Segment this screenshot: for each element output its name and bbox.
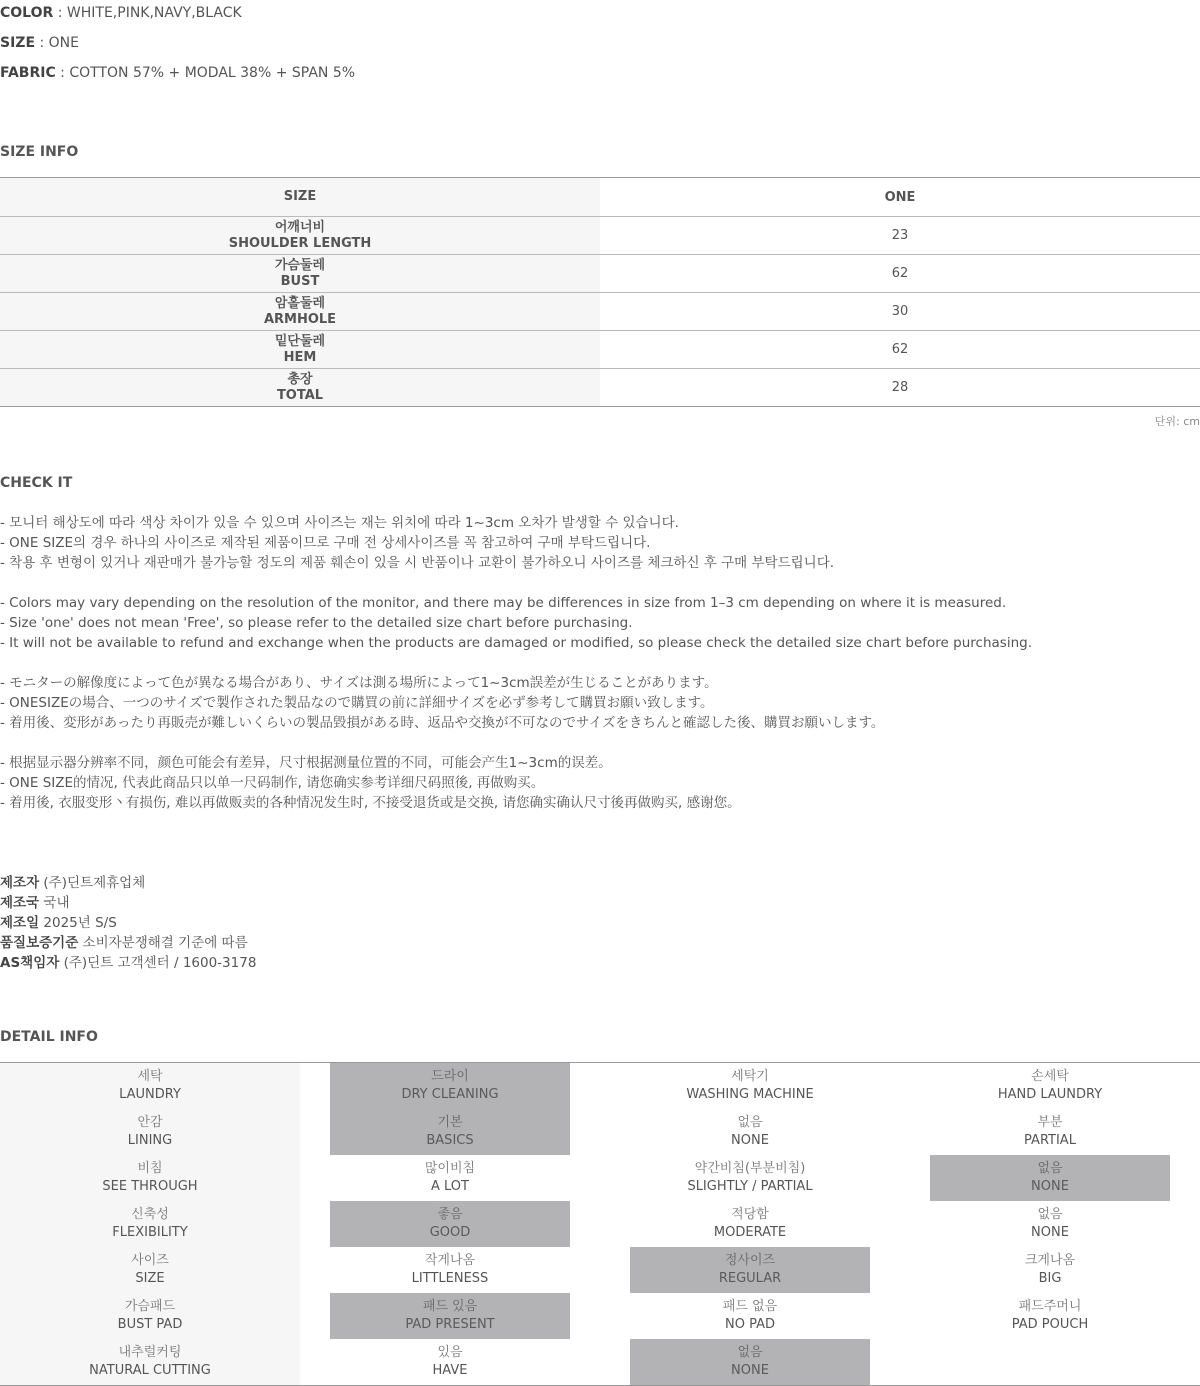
maker-label: 제조국 (0, 895, 40, 911)
detail-option (930, 1201, 1170, 1247)
detail-ko: 크게나옴 (1024, 1253, 1076, 1268)
size-row-label-ko: 어깨너비 (274, 219, 326, 235)
detail-en: PARTIAL (1024, 1133, 1076, 1148)
detail-ko: 작게나옴 (424, 1253, 476, 1268)
detail-ko: 없음 (737, 1345, 763, 1360)
size-table-header (0, 178, 1200, 216)
detail-ko: 있음 (437, 1345, 463, 1360)
detail-info-title: DETAIL INFO (0, 1029, 98, 1045)
note-zh-2: - ONE SIZE的情况, 代表此商品只以单一尺码制作, 请您确实参考详细尺码照後, 再做购买。 (0, 775, 545, 791)
detail-option (630, 1293, 870, 1339)
detail-option-selected (330, 1293, 570, 1339)
detail-en: HAVE (432, 1363, 468, 1378)
detail-en: SLIGHTLY / PARTIAL (687, 1179, 813, 1194)
fabric-label: FABRIC (0, 65, 56, 81)
size-row-label (0, 293, 600, 330)
size-row-label-ko: 총장 (287, 371, 313, 387)
size-info-title: SIZE INFO (0, 144, 79, 160)
detail-ko: 가슴패드 (124, 1299, 176, 1314)
note-en-1: - Colors may vary depending on the resolution of the monitor, and there may be differences in size from 1–3 cm depending on where it is measured. (0, 595, 1007, 611)
detail-ko: 드라이 (431, 1069, 469, 1084)
detail-en: HAND LAUNDRY (997, 1087, 1103, 1102)
detail-en: PAD PRESENT (405, 1317, 495, 1332)
detail-en: FLEXIBILITY (112, 1225, 188, 1240)
detail-en: DRY CLEANING (401, 1087, 499, 1102)
detail-row-label (0, 1247, 300, 1293)
detail-option (330, 1155, 570, 1201)
detail-ko: 정사이즈 (724, 1253, 776, 1268)
maker-line (0, 913, 256, 933)
detail-en: SEE THROUGH (102, 1179, 198, 1194)
size-row-label-en: ARMHOLE (263, 311, 337, 327)
detail-ko: 많이비침 (424, 1161, 476, 1176)
detail-en: SIZE (135, 1271, 165, 1286)
note-ko-2: - ONE SIZE의 경우 하나의 사이즈로 제작된 제품이므로 구매 전 상세사이즈를 꼭 참고하여 구매 부탁드립니다. (0, 535, 651, 551)
detail-ko: 기본 (437, 1115, 463, 1130)
detail-en: NONE (1031, 1179, 1069, 1194)
detail-ko: 패드주머니 (1018, 1299, 1082, 1314)
detail-en: LAUNDRY (119, 1087, 181, 1102)
maker-value: 소비자분쟁해결 기준에 따름 (78, 935, 248, 951)
size-row-label-ko: 밑단둘레 (274, 333, 326, 349)
detail-option (930, 1293, 1170, 1339)
maker-line (0, 873, 256, 893)
detail-ko: 없음 (737, 1115, 763, 1130)
check-it-notes (0, 513, 1032, 813)
detail-ko: 패드 없음 (722, 1299, 778, 1314)
detail-row-label (0, 1201, 300, 1247)
detail-ko: 부분 (1037, 1115, 1063, 1130)
detail-en: NATURAL CUTTING (89, 1363, 211, 1378)
color-spec (0, 3, 242, 23)
detail-option-selected (330, 1109, 570, 1155)
detail-option-selected (630, 1339, 870, 1385)
detail-ko: 적당함 (731, 1207, 769, 1222)
maker-label: AS책임자 (0, 955, 60, 971)
maker-value: 2025년 S/S (39, 915, 117, 931)
detail-en: PAD POUCH (1011, 1317, 1089, 1332)
note-ja-1: - モニターの解像度によって色が異なる場合があり、サイズは測る場所によって1~3cm誤差が生じることがあります。 (0, 675, 718, 691)
size-spec (0, 33, 79, 53)
size-row-value: 30 (891, 304, 909, 319)
size-row-value: 28 (891, 380, 909, 395)
detail-ko: 없음 (1037, 1161, 1063, 1176)
detail-option-selected (630, 1247, 870, 1293)
detail-ko: 없음 (1037, 1207, 1063, 1222)
size-row (0, 254, 1200, 292)
size-row-label-ko: 가슴둘레 (274, 257, 326, 273)
detail-option-selected (930, 1155, 1170, 1201)
detail-ko: 비침 (137, 1161, 163, 1176)
size-row (0, 330, 1200, 368)
size-row-label-en: TOTAL (276, 387, 324, 403)
detail-en: NONE (731, 1363, 769, 1378)
detail-en: GOOD (429, 1225, 471, 1240)
detail-en: LITTLENESS (411, 1271, 489, 1286)
detail-en: BUST PAD (117, 1317, 183, 1332)
size-row-value: 62 (891, 342, 909, 357)
detail-en: MODERATE (713, 1225, 787, 1240)
maker-value: 국내 (39, 895, 70, 911)
maker-label: 제조자 (0, 875, 40, 891)
size-row (0, 368, 1200, 406)
detail-option (330, 1247, 570, 1293)
note-en-3: - It will not be available to refund and exchange when the products are damaged or modified, so please check the detailed size chart before purchasing. (0, 635, 1032, 651)
detail-ko: 신축성 (131, 1207, 169, 1222)
detail-en: WASHING MACHINE (686, 1087, 814, 1102)
detail-en: NO PAD (724, 1317, 775, 1332)
detail-row-label (0, 1155, 300, 1201)
detail-row-label (0, 1063, 300, 1109)
detail-ko: 세탁기 (731, 1069, 769, 1084)
note-zh-1: - 根据显示器分辨率不同，颜色可能会有差异，尺寸根据测量位置的不同，可能会产生1~3cm的误差。 (0, 755, 612, 771)
fabric-value: : COTTON 57% + MODAL 38% + SPAN 5% (55, 65, 356, 81)
note-zh-3: - 着用後, 衣服变形丶有损伤, 难以再做贩卖的各种情况发生时, 不接受退货或是交换, 请您确实确认尺寸後再做购买, 感谢您。 (0, 795, 741, 811)
detail-en: LINING (127, 1133, 173, 1148)
note-ja-3: - 着用後、変形があったり再販売が難しいくらいの製品毀損がある時、返品や交換が不可なのでサイズをきちんと確認した後、購買お願いします。 (0, 715, 885, 731)
size-row-label (0, 255, 600, 292)
size-row-label-en: SHOULDER LENGTH (228, 235, 372, 251)
detail-en: NONE (731, 1133, 769, 1148)
detail-option (930, 1063, 1170, 1109)
size-label: SIZE (0, 35, 36, 51)
size-row-value: 62 (891, 266, 909, 281)
detail-ko: 안감 (137, 1115, 163, 1130)
detail-ko: 패드 있음 (422, 1299, 478, 1314)
fabric-spec (0, 63, 355, 83)
size-table (0, 177, 1200, 407)
detail-option (630, 1155, 870, 1201)
size-row (0, 216, 1200, 254)
detail-en: REGULAR (718, 1271, 782, 1286)
size-header-right: ONE (884, 189, 916, 205)
detail-ko: 약간비침(부분비침) (694, 1161, 806, 1176)
maker-label: 제조일 (0, 915, 40, 931)
size-row-label (0, 217, 600, 254)
detail-option (330, 1339, 570, 1385)
detail-option (630, 1201, 870, 1247)
detail-option (930, 1109, 1170, 1155)
detail-ko: 사이즈 (131, 1253, 169, 1268)
detail-en: BASICS (426, 1133, 474, 1148)
detail-row-label (0, 1339, 300, 1385)
size-row-label-en: HEM (283, 349, 317, 365)
note-en-2: - Size 'one' does not mean 'Free', so please refer to the detailed size chart before purchasing. (0, 615, 633, 631)
size-row-label (0, 369, 600, 406)
maker-value: (주)딘트 고객센터 / 1600-3178 (59, 955, 257, 971)
maker-line (0, 953, 256, 973)
size-value: : ONE (35, 35, 79, 51)
detail-row-label (0, 1293, 300, 1339)
size-header-left: SIZE (0, 178, 600, 216)
size-row-label-ko: 암홀둘레 (274, 295, 326, 311)
maker-line (0, 933, 256, 953)
detail-en: BIG (1038, 1271, 1062, 1286)
maker-label: 품질보증기준 (0, 935, 79, 951)
detail-table (0, 1062, 1200, 1386)
detail-option (630, 1063, 870, 1109)
color-label: COLOR (0, 5, 54, 21)
maker-value: (주)딘트제휴업체 (39, 875, 146, 891)
detail-option-selected (330, 1201, 570, 1247)
note-ko-1: - 모니터 해상도에 따라 색상 차이가 있을 수 있으며 사이즈는 재는 위치에 따라 1~3cm 오차가 발생할 수 있습니다. (0, 515, 679, 531)
manufacturer-info (0, 873, 256, 973)
detail-ko: 내추럴커팅 (118, 1345, 182, 1360)
size-row-label (0, 331, 600, 368)
detail-option (930, 1247, 1170, 1293)
detail-option (630, 1109, 870, 1155)
size-row-value: 23 (891, 228, 909, 243)
detail-option-selected (330, 1063, 570, 1109)
detail-ko: 좋음 (437, 1207, 463, 1222)
maker-line (0, 893, 256, 913)
check-it-title: CHECK IT (0, 475, 73, 491)
size-row-label-en: BUST (280, 273, 320, 289)
detail-ko: 세탁 (137, 1069, 163, 1084)
color-value: : WHITE,PINK,NAVY,BLACK (53, 5, 242, 21)
unit-label: 단위: cm (1154, 415, 1200, 428)
detail-row-label (0, 1109, 300, 1155)
note-ja-2: - ONESIZEの場合、一つのサイズで製作された製品なので購買の前に詳細サイズを必ず参考して購買お願い致します。 (0, 695, 714, 711)
size-row (0, 292, 1200, 330)
detail-en: A LOT (431, 1179, 469, 1194)
detail-ko: 손세탁 (1031, 1069, 1069, 1084)
detail-en: NONE (1031, 1225, 1069, 1240)
note-ko-3: - 착용 후 변형이 있거나 재판매가 불가능할 정도의 제품 훼손이 있을 시 반품이나 교환이 불가하오니 사이즈를 체크하신 후 구매 부탁드립니다. (0, 555, 835, 571)
